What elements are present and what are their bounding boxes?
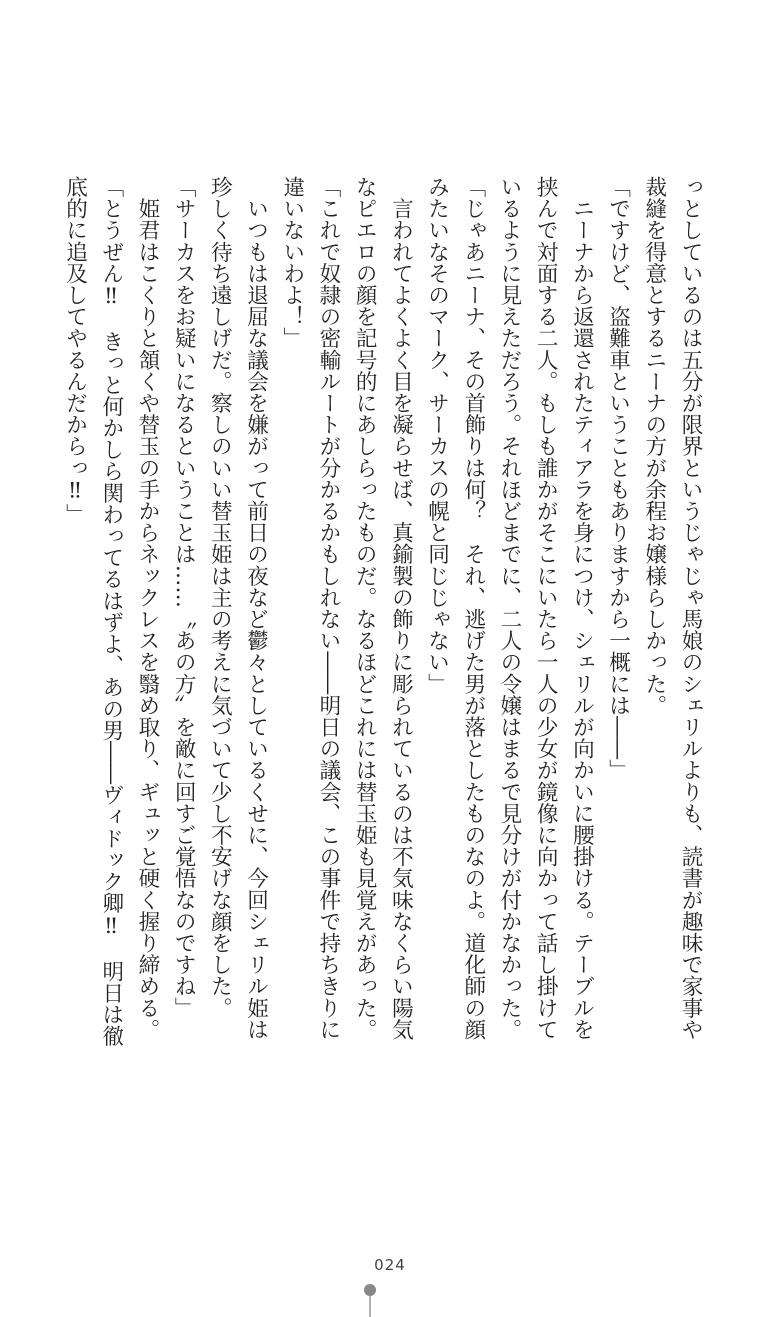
text-line: 「サーカスをお疑いになるということは……〝あの方〟を敵に回すご覚悟なのですね」 [171, 176, 197, 1019]
text-line: 「これで奴隷の密輸ルートが分かるかもしれない――明日の議会、この事件で持ちきりに [315, 176, 341, 1040]
text-line: 裁縫を得意とするニーナの方が余程お嬢様らしかった。 [641, 176, 667, 716]
text-line: 挟んで対面する二人。もしも誰かがそこにいたら一人の少女が鏡像に向かって話し掛けて [533, 176, 559, 1040]
text-line: 「とうぜん‼ きっと何かしら関わってるはずよ、あの男――ヴィドック卿‼ 明日は徹 [98, 176, 124, 1047]
text-line: 言われてよくよく目を凝らせば、真鍮製の飾りに彫られているのは不気味なくらい陽気 [388, 176, 414, 1040]
text-line: いつもは退屈な議会を嫌がって前日の夜など鬱々としているくせに、今回シェリル姫は [243, 176, 269, 1040]
text-line: 「じゃあニーナ、その首飾りは何？ それ、逃げた男が落としたものなのよ。道化師の顔 [460, 176, 486, 1040]
text-line: 珍しく待ち遠しげだ。察しのいい替玉姫は主の考えに気づいて少し不安げな顔をした。 [207, 176, 233, 1019]
text-line: 「ですけど、盗難車ということもありますから一概には――」 [605, 176, 631, 781]
text-line: なピエロの顔を記号的にあしらったものだ。なるほどこれには替玉姫も見覚えがあった。 [352, 176, 378, 1040]
text-line: 姫君はこくりと頷くや替玉の手からネックレスを翳め取り、ギュッと硬く握り締める。 [134, 176, 160, 1040]
footer-ornament-dot-icon [364, 1284, 376, 1296]
text-line: 底的に追及してやるんだからっ‼」 [62, 176, 88, 525]
page-number: 024 [374, 1256, 406, 1274]
text-line: みたいなそのマーク、サーカスの幌と同じじゃない」 [424, 176, 450, 695]
text-line: ニーナから返還されたティアラを身につけ、シェリルが向かいに腰掛ける。テーブルを [569, 176, 595, 1040]
text-line: いるように見えただろう。それほどまでに、二人の令嬢はまるで見分けが付かなかった。 [496, 176, 522, 1040]
text-line: 違いないわよ！」 [279, 176, 305, 349]
footer-ornament-line-icon [369, 1296, 371, 1317]
text-line: っとしているのは五分が限界というじゃじゃ馬娘のシェリルよりも、読書が趣味で家事や [678, 176, 703, 1040]
vertical-body-text [56, 176, 708, 1056]
